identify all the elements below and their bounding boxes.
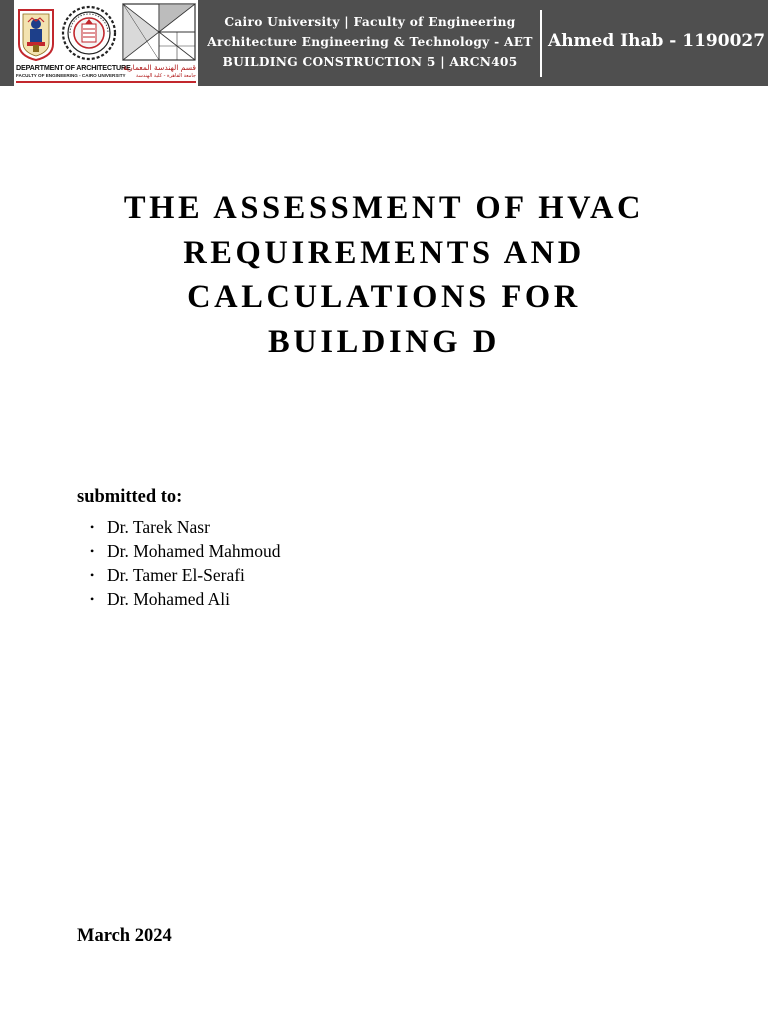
recipient-name: Dr. Tarek Nasr <box>107 517 210 537</box>
document-title <box>64 186 704 364</box>
bullet-icon: • <box>90 568 95 582</box>
header-line-program: Architecture Engineering & Technology - AET <box>207 35 533 49</box>
header-course-info <box>204 12 536 72</box>
department-red-rule <box>16 81 196 83</box>
submission-date: March 2024 <box>77 926 172 946</box>
recipient-name: Dr. Mohamed Ali <box>107 589 230 609</box>
header-divider <box>540 10 542 77</box>
recipient-name: Dr. Mohamed Mahmoud <box>107 541 281 561</box>
logo-strip <box>14 0 198 86</box>
bullet-icon: • <box>90 544 95 558</box>
department-subtitle-en: FACULTY OF ENGINEERING - CAIRO UNIVERSITY <box>16 73 126 78</box>
title-line-1: THE ASSESSMENT OF HVAC <box>123 190 645 226</box>
bullet-icon: • <box>90 592 95 606</box>
header-band <box>0 0 768 86</box>
recipient-name: Dr. Tamer El-Serafi <box>107 565 245 585</box>
department-of-architecture-geometric-icon <box>122 3 196 61</box>
bullet-icon: • <box>90 520 95 534</box>
header-line-university: Cairo University | Faculty of Engineering <box>224 15 516 29</box>
header-line-course: BUILDING CONSTRUCTION 5 | ARCN405 <box>222 55 518 69</box>
department-subtitle-ar: جامعة القاهرة - كلية الهندسة <box>136 73 196 79</box>
title-line-4: BUILDING D <box>268 323 500 360</box>
submitted-to-label: submitted to: <box>77 487 183 507</box>
department-name-ar: قسم الهندسة المعمارية <box>122 63 196 72</box>
department-name-en: DEPARTMENT OF ARCHITECTURE <box>16 63 131 72</box>
faculty-of-engineering-gear-seal-icon <box>61 5 117 61</box>
author-name-id: Ahmed Ihab - 1190027 <box>548 31 766 51</box>
title-line-2: REQUIREMENTS AND <box>183 234 585 271</box>
cairo-university-crest-icon <box>16 4 56 62</box>
title-line-3: CALCULATIONS FOR <box>187 279 581 315</box>
